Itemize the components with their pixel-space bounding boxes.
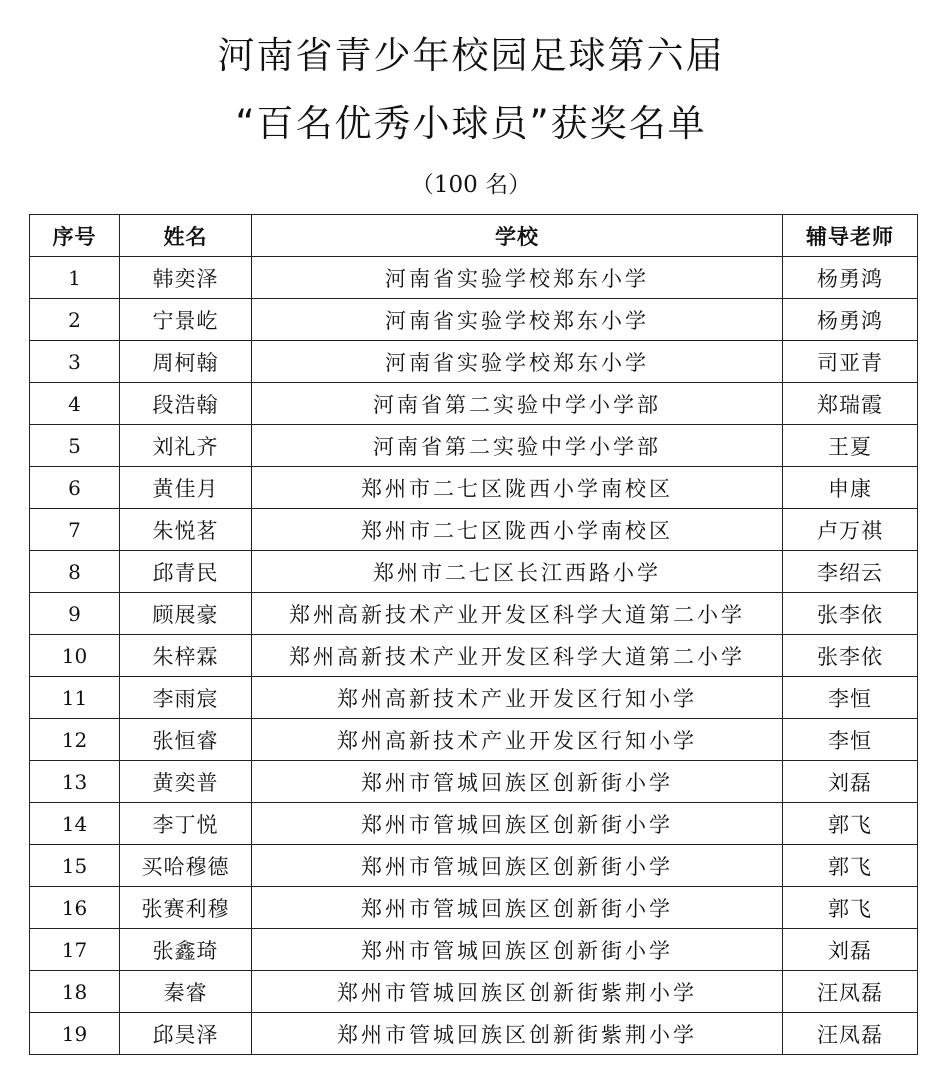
cell-school: 郑州市管城回族区创新街小学 [252, 887, 783, 929]
cell-coach: 李恒 [783, 677, 918, 719]
cell-number: 7 [30, 509, 120, 551]
cell-coach: 郭飞 [783, 887, 918, 929]
cell-coach: 李绍云 [783, 551, 918, 593]
cell-student-name: 邱青民 [120, 551, 252, 593]
award-list-table [29, 214, 918, 1055]
cell-number: 19 [30, 1013, 120, 1055]
table-row [30, 551, 918, 593]
table-row [30, 383, 918, 425]
cell-student-name: 宁景屹 [120, 299, 252, 341]
cell-coach: 汪凤磊 [783, 971, 918, 1013]
header-number: 序号 [30, 215, 120, 257]
cell-school: 郑州市二七区长江西路小学 [252, 551, 783, 593]
cell-number: 11 [30, 677, 120, 719]
cell-number: 12 [30, 719, 120, 761]
table-row [30, 257, 918, 299]
table-row [30, 299, 918, 341]
table-header-row [30, 215, 918, 257]
cell-number: 16 [30, 887, 120, 929]
cell-number: 14 [30, 803, 120, 845]
table-row [30, 887, 918, 929]
cell-student-name: 顾展豪 [120, 593, 252, 635]
cell-student-name: 黄佳月 [120, 467, 252, 509]
cell-coach: 郭飞 [783, 803, 918, 845]
cell-student-name: 段浩翰 [120, 383, 252, 425]
cell-student-name: 黄奕普 [120, 761, 252, 803]
cell-coach: 卢万祺 [783, 509, 918, 551]
cell-student-name: 张赛利穆 [120, 887, 252, 929]
cell-student-name: 刘礼齐 [120, 425, 252, 467]
cell-student-name: 韩奕泽 [120, 257, 252, 299]
cell-school: 郑州高新技术产业开发区行知小学 [252, 719, 783, 761]
cell-school: 郑州市管城回族区创新街紫荆小学 [252, 1013, 783, 1055]
cell-coach: 汪凤磊 [783, 1013, 918, 1055]
document-title-line-2: “百名优秀小球员”获奖名单 [235, 102, 707, 145]
cell-school: 河南省实验学校郑东小学 [252, 341, 783, 383]
cell-number: 18 [30, 971, 120, 1013]
table-row [30, 467, 918, 509]
table-row [30, 761, 918, 803]
cell-coach: 杨勇鸿 [783, 299, 918, 341]
cell-school: 郑州高新技术产业开发区科学大道第二小学 [252, 635, 783, 677]
cell-student-name: 周柯翰 [120, 341, 252, 383]
cell-student-name: 朱悦茗 [120, 509, 252, 551]
table-row [30, 677, 918, 719]
cell-coach: 郭飞 [783, 845, 918, 887]
cell-school: 郑州高新技术产业开发区行知小学 [252, 677, 783, 719]
cell-school: 河南省第二实验中学小学部 [252, 425, 783, 467]
cell-student-name: 李丁悦 [120, 803, 252, 845]
award-count: （100 名） [410, 172, 532, 198]
cell-school: 河南省实验学校郑东小学 [252, 299, 783, 341]
cell-school: 郑州市二七区陇西小学南校区 [252, 509, 783, 551]
cell-number: 9 [30, 593, 120, 635]
cell-student-name: 张鑫琦 [120, 929, 252, 971]
table-row [30, 509, 918, 551]
cell-number: 17 [30, 929, 120, 971]
cell-student-name: 张恒睿 [120, 719, 252, 761]
table-row [30, 425, 918, 467]
table-row [30, 593, 918, 635]
cell-number: 5 [30, 425, 120, 467]
cell-school: 河南省实验学校郑东小学 [252, 257, 783, 299]
cell-number: 4 [30, 383, 120, 425]
cell-coach: 刘磊 [783, 929, 918, 971]
cell-coach: 申康 [783, 467, 918, 509]
cell-coach: 张李依 [783, 635, 918, 677]
cell-coach: 王夏 [783, 425, 918, 467]
cell-number: 2 [30, 299, 120, 341]
cell-student-name: 朱梓霖 [120, 635, 252, 677]
table-row [30, 845, 918, 887]
cell-school: 郑州市二七区陇西小学南校区 [252, 467, 783, 509]
table-row [30, 719, 918, 761]
cell-school: 郑州市管城回族区创新街小学 [252, 845, 783, 887]
header-school: 学校 [252, 215, 783, 257]
cell-school: 郑州市管城回族区创新街紫荆小学 [252, 971, 783, 1013]
table-row [30, 635, 918, 677]
cell-student-name: 买哈穆德 [120, 845, 252, 887]
cell-coach: 李恒 [783, 719, 918, 761]
cell-coach: 司亚青 [783, 341, 918, 383]
cell-number: 13 [30, 761, 120, 803]
cell-number: 6 [30, 467, 120, 509]
header-name: 姓名 [120, 215, 252, 257]
cell-number: 1 [30, 257, 120, 299]
cell-student-name: 邱昊泽 [120, 1013, 252, 1055]
table-row [30, 971, 918, 1013]
cell-number: 10 [30, 635, 120, 677]
cell-coach: 杨勇鸿 [783, 257, 918, 299]
cell-coach: 郑瑞霞 [783, 383, 918, 425]
cell-school: 郑州市管城回族区创新街小学 [252, 929, 783, 971]
table-row [30, 929, 918, 971]
cell-number: 15 [30, 845, 120, 887]
document-title-line-1: 河南省青少年校园足球第六届 [217, 34, 725, 77]
cell-school: 河南省第二实验中学小学部 [252, 383, 783, 425]
table-body [30, 257, 918, 1055]
cell-number: 3 [30, 341, 120, 383]
cell-coach: 张李依 [783, 593, 918, 635]
table-row [30, 803, 918, 845]
table-row [30, 1013, 918, 1055]
cell-school: 郑州市管城回族区创新街小学 [252, 803, 783, 845]
cell-student-name: 秦睿 [120, 971, 252, 1013]
cell-school: 郑州市管城回族区创新街小学 [252, 761, 783, 803]
table-row [30, 341, 918, 383]
cell-student-name: 李雨宸 [120, 677, 252, 719]
cell-number: 8 [30, 551, 120, 593]
cell-school: 郑州高新技术产业开发区科学大道第二小学 [252, 593, 783, 635]
header-coach: 辅导老师 [783, 215, 918, 257]
cell-coach: 刘磊 [783, 761, 918, 803]
